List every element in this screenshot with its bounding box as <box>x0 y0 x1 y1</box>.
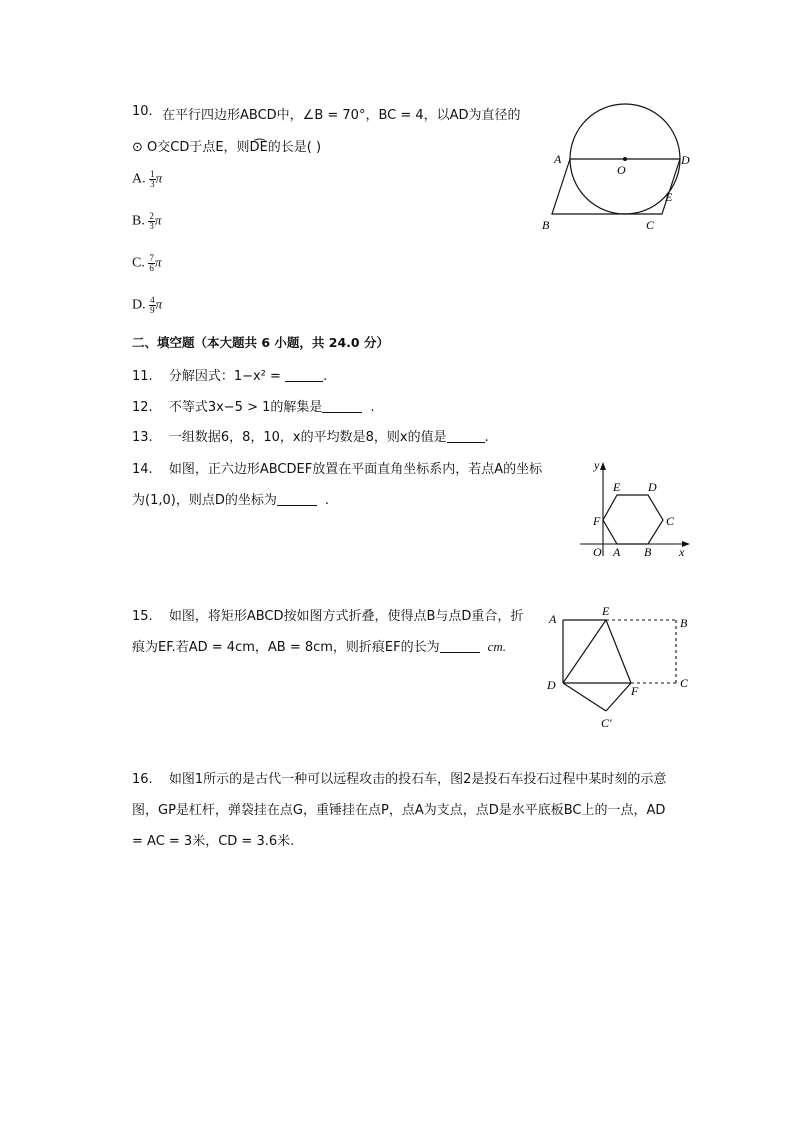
label-e: E <box>602 604 610 618</box>
label-o: O <box>593 545 602 559</box>
option-fraction: $\frac{4}{9}$ <box>150 295 155 315</box>
q14-end: . <box>324 493 329 508</box>
q14-text2: 为(1,0)，则点D的坐标为 <box>132 493 277 508</box>
label-d: D <box>648 480 657 494</box>
option-label: C. <box>132 255 145 271</box>
q15-text2: 痕为EF.若AD = 4cm，AB = 8cm，则折痕EF的长为 <box>132 640 440 655</box>
option-fraction: $\frac{7}{6}$ <box>149 253 154 273</box>
q15-text1: 如图，将矩形ABCD按如图方式折叠，使得点B与点D重合，折 <box>168 609 524 624</box>
label-c: C <box>666 514 675 528</box>
q13-number: 13. <box>132 430 153 445</box>
option-label: A. <box>132 171 146 187</box>
option-label: D. <box>132 297 146 313</box>
q11-number: 11. <box>132 369 153 384</box>
q14-text1: 如图，正六边形ABCDEF放置在平面直角坐标系内，若点A的坐标 <box>168 462 543 477</box>
label-e: E <box>665 190 673 204</box>
q15-unit: cm. <box>487 639 507 654</box>
q13-end: . <box>484 430 489 445</box>
q15-line1 <box>132 605 523 624</box>
q10-figure <box>540 96 700 236</box>
label-b: B <box>644 545 652 559</box>
label-b: B <box>542 218 550 232</box>
q16-line3: = AC = 3米，CD = 3.6米. <box>132 834 295 849</box>
q10-line1: 在平行四边形ABCD中，∠B = 70°，BC = 4，以AD为直径的 <box>162 108 521 123</box>
edge-c1f <box>606 683 631 711</box>
label-a: A <box>549 612 557 626</box>
q10-option-d[interactable]: D. $\frac{4}{9}$ π <box>132 295 163 315</box>
label-c: C <box>680 676 689 690</box>
q11 <box>132 365 327 384</box>
y-arrow <box>600 462 606 470</box>
q10-line2: ⊙ O交CD于点E，则D͡E的长是( ) <box>132 140 322 155</box>
label-f: F <box>631 684 639 698</box>
label-c-prime: C′ <box>601 716 612 730</box>
label-x: x <box>679 545 685 559</box>
label-d: D <box>547 678 556 692</box>
q13-text: 一组数据6，8，10，x的平均数是8，则x的值是 <box>168 430 447 445</box>
center-dot <box>623 157 627 161</box>
label-c: C <box>646 218 655 232</box>
q12-end: . <box>370 400 375 415</box>
q14-answer-blank[interactable] <box>277 493 317 506</box>
q10-option-c[interactable]: C. $\frac{7}{6}$ π <box>132 253 162 273</box>
q12 <box>132 396 375 415</box>
label-y: y <box>594 458 600 472</box>
option-label: B. <box>132 213 145 229</box>
q14-figure <box>578 456 693 560</box>
q10-option-b[interactable]: B. $\frac{2}{3}$ π <box>132 211 162 231</box>
edge-dc1 <box>563 683 606 711</box>
fold-de <box>563 620 606 683</box>
q16-text1: 如图1所示的是古代一种可以远程攻击的投石车，图2是投石车投石过程中某时刻的示意 <box>168 772 667 787</box>
q15-figure <box>543 603 698 735</box>
section-title: 二、填空题（本大题共 6 小题，共 24.0 分） <box>132 335 389 350</box>
q11-answer-blank[interactable] <box>285 369 323 382</box>
q10-option-a[interactable]: A. $\frac{1}{3}$ π <box>132 169 163 189</box>
q16-line1 <box>132 768 666 787</box>
label-a: A <box>554 152 562 166</box>
label-b: B <box>680 616 688 630</box>
q12-number: 12. <box>132 400 153 415</box>
label-a: A <box>613 545 621 559</box>
q16-number: 16. <box>132 772 153 787</box>
hexagon <box>603 495 663 544</box>
q15-number: 15. <box>132 609 153 624</box>
q15-answer-blank[interactable] <box>440 640 480 653</box>
q14-number: 14. <box>132 462 153 477</box>
q16-line2: 图，GP是杠杆，弹袋挂在点G，重锤挂在点P，点A为支点，点D是水平底板BC上的一点，AD <box>132 803 666 818</box>
label-o: O <box>617 163 626 177</box>
q12-answer-blank[interactable] <box>322 400 362 413</box>
q11-end: . <box>323 369 328 384</box>
q10-number: 10. <box>132 104 153 119</box>
q14-line1 <box>132 458 542 477</box>
label-d: D <box>681 153 690 167</box>
q13 <box>132 426 489 445</box>
option-fraction: $\frac{1}{3}$ <box>150 169 155 189</box>
q13-answer-blank[interactable] <box>447 430 485 443</box>
label-f: F <box>593 514 601 528</box>
q15-line2 <box>132 636 506 655</box>
q12-text: 不等式3x−5 > 1的解集是 <box>168 400 323 415</box>
option-fraction: $\frac{2}{3}$ <box>149 211 154 231</box>
crease-ef <box>606 620 631 683</box>
label-e: E <box>613 480 621 494</box>
q11-text: 分解因式：1−x² = <box>168 369 286 384</box>
q14-line2 <box>132 489 329 508</box>
